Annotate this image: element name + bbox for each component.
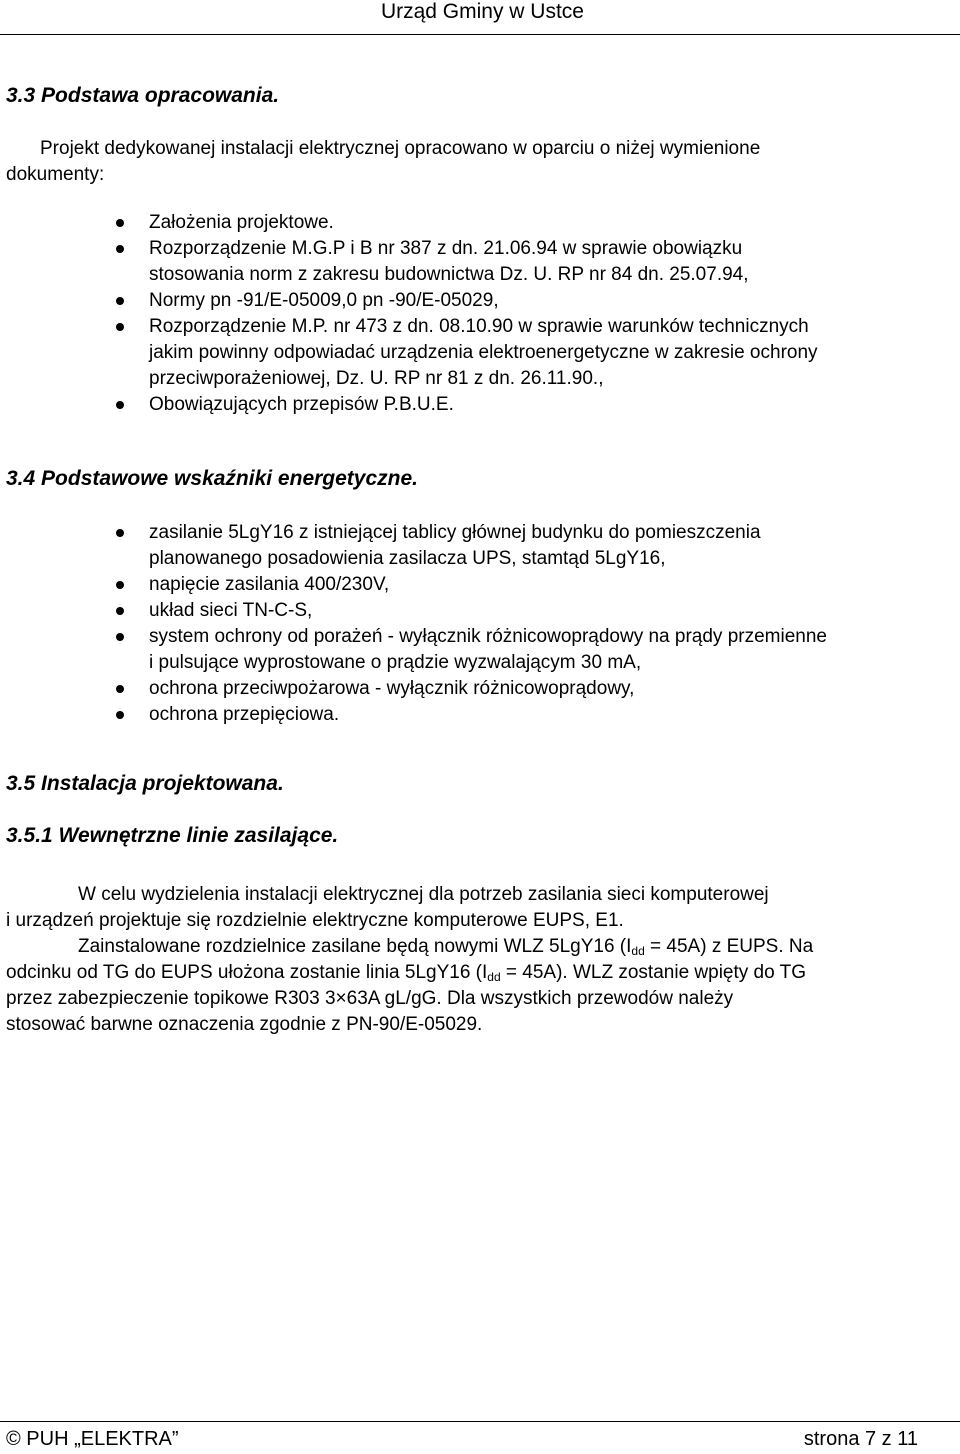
bullet-icon xyxy=(116,297,124,305)
list-item: układ sieci TN-C-S, xyxy=(149,600,313,621)
section-3-5-1-heading: 3.5.1 Wewnętrzne linie zasilające. xyxy=(6,824,339,847)
bullet-icon xyxy=(116,401,124,409)
list-item: napięcie zasilania 400/230V, xyxy=(149,574,390,595)
list-item: ochrona przepięciowa. xyxy=(149,704,340,725)
paragraph-2-line-2: odcinku od TG do EUPS ułożona zostanie linia 5LgY16 $(I_{dd} = 45A)$. WLZ zostanie wpięty do TG xyxy=(6,962,807,984)
bullet-icon xyxy=(116,711,124,719)
list-item-continuation: jakim powinny odpowiadać urządzenia elektroenergetyczne w zakresie ochrony xyxy=(149,342,818,363)
bullet-icon xyxy=(116,607,124,615)
bullet-icon xyxy=(116,685,124,693)
list-item: Obowiązujących przepisów P.B.U.E. xyxy=(149,394,454,415)
list-item-continuation: przeciwporażeniowej, Dz. U. RP nr 81 z dn. 26.11.90., xyxy=(149,368,604,389)
paragraph-1-line-2: i urządzeń projektuje się rozdzielnie elektryczne komputerowe EUPS, E1. xyxy=(6,910,624,931)
intro-line-1: Projekt dedykowanej instalacji elektrycznej opracowano w oparciu o niżej wymienione xyxy=(40,138,761,159)
header-divider xyxy=(0,34,960,35)
section-3-4-heading: 3.4 Podstawowe wskaźniki energetyczne. xyxy=(6,467,418,490)
paragraph-2-line-1: Zainstalowane rozdzielnice zasilane będą nowymi WLZ 5LgY16 $(I_{dd} = 45A)$ z EUPS. Na xyxy=(78,936,814,958)
list-item-continuation: i pulsujące wyprostowane o prądzie wyzwalającym 30 mA, xyxy=(149,652,642,673)
list-item: Rozporządzenie M.G.P i B nr 387 z dn. 21.06.94 w sprawie obowiązku xyxy=(149,238,743,259)
list-item-continuation: stosowania norm z zakresu budownictwa Dz. U. RP nr 84 dn. 25.07.94, xyxy=(149,264,749,285)
bullet-icon xyxy=(116,529,124,537)
page-header: Urząd Gminy w Ustce xyxy=(380,0,584,23)
footer-divider xyxy=(0,1421,960,1422)
list-item: system ochrony od porażeń - wyłącznik różnicowoprądowy na prądy przemienne xyxy=(149,626,827,647)
list-item-continuation: planowanego posadowienia zasilacza UPS, stamtąd 5LgY16, xyxy=(149,548,666,569)
footer-page-number: strona 7 z 11 xyxy=(803,1428,918,1450)
list-item: Założenia projektowe. xyxy=(149,212,334,233)
bullet-icon xyxy=(116,323,124,331)
list-item: zasilanie 5LgY16 z istniejącej tablicy głównej budynku do pomieszczenia xyxy=(149,522,761,543)
list-item: ochrona przeciwpożarowa - wyłącznik różnicowoprądowy, xyxy=(149,678,635,699)
list-item: Normy pn -91/E-05009,0 pn -90/E-05029, xyxy=(149,290,499,311)
bullet-icon xyxy=(116,581,124,589)
list-item: Rozporządzenie M.P. nr 473 z dn. 08.10.90 w sprawie warunków technicznych xyxy=(149,316,809,337)
section-3-5-heading: 3.5 Instalacja projektowana. xyxy=(6,772,284,795)
intro-line-2: dokumenty: xyxy=(6,164,105,185)
bullet-icon xyxy=(116,219,124,227)
paragraph-2-line-4: stosować barwne oznaczenia zgodnie z PN-90/E-05029. xyxy=(6,1014,483,1035)
bullet-icon xyxy=(116,633,124,641)
bullet-icon xyxy=(116,245,124,253)
paragraph-2-line-3: przez zabezpieczenie topikowe R303 3×63A gL/gG. Dla wszystkich przewodów należy xyxy=(6,988,734,1009)
paragraph-1-line-1: W celu wydzielenia instalacji elektrycznej dla potrzeb zasilania sieci komputerowej xyxy=(78,884,769,905)
footer-copyright: © PUH „ELEKTRA” xyxy=(6,1428,179,1450)
section-3-3-heading: 3.3 Podstawa opracowania. xyxy=(6,84,280,107)
